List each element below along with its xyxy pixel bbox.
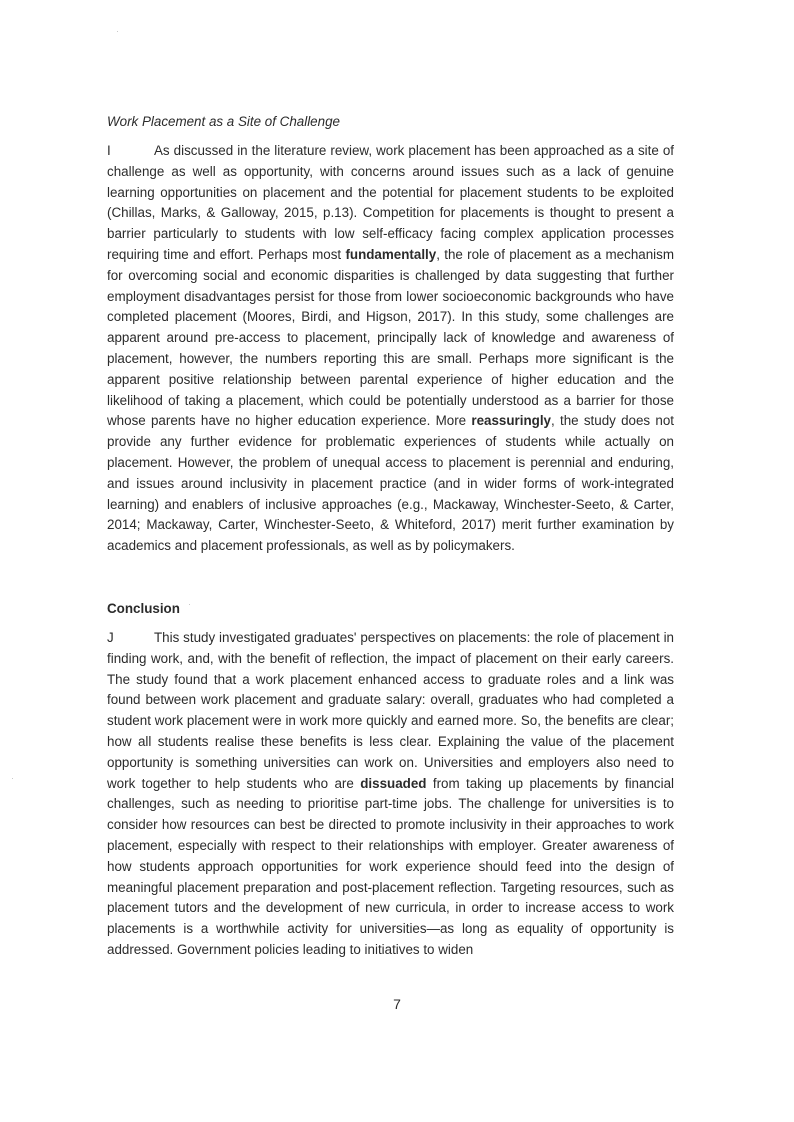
paragraph-text: As discussed in the literature review, work placement has been approached as a site of challenge as well as opportunity, with concerns around issues such as a lack of genuine learning opportunities on placement and the potential for placement students to be exploited (Chillas, Marks, & Galloway, 2015, p.13). Competition for placements is thought to present a barrier particularly to students with low self-efficacy facing complex application processes requiring time and effort. Perhaps most [107, 143, 674, 262]
scan-speck [12, 778, 13, 779]
paragraph-text: , the role of placement as a mechanism for overcoming social and economic disparities is challenged by data suggesting that further employment disadvantages persist for those from lower socioeconomic backgrounds who have completed placement (Moores, Birdi, and Higson, 2017). In this study, some challenges are apparent around pre-access to placement, principally lack of knowledge and awareness of placement, however, the numbers reporting this are small. Perhaps more significant is the apparent positive relationship between parental experience of higher education and the likelihood of taking a placement, which could be potentially understood as a barrier for those whose parents have no higher education experience. More [107, 246, 674, 429]
paragraph-text: from taking up placements by financial challenges, such as needing to prioritise part-time jobs. The challenge for universities is to consider how resources can best be directed to promote inclusivity in their approaches to work placement, especially with respect to their relationships with employer. Greater awareness of how students approach opportunities for work experience should feed into the design of meaningful placement preparation and post-placement reflection. Targeting resources, such as placement tutors and the development of new curricula, in order to increase access to work placements is a worthwhile activity for universities—as long as equality of opportunity is addressed. Government policies leading to initiatives to widen [107, 775, 674, 957]
margin-marker: I [107, 143, 111, 158]
page-number: 7 [393, 996, 401, 1012]
section-heading-challenge: Work Placement as a Site of Challenge [107, 114, 340, 129]
paragraph-text: , the study does not provide any further evidence for problematic experiences of students while actually on placement. However, the problem of unequal access to placement is perennial and enduring, and issues around inclusivity in placement practice (and in wider forms of work-integrated learning) and enablers of inclusive approaches (e.g., Mackaway, Winchester-Seeto, & Carter, 2014; Mackaway, Carter, Winchester-Seeto, & Whiteford, 2017) merit further examination by academics and placement professionals, as well as by policymakers. [107, 413, 674, 554]
bold-term: reassuringly [471, 413, 551, 429]
scan-speck [117, 31, 118, 32]
margin-marker: J [107, 629, 114, 645]
challenge-paragraph [107, 141, 674, 557]
section-heading-conclusion: Conclusion [107, 600, 180, 616]
bold-term: dissuaded [360, 775, 427, 791]
bold-term: fundamentally [345, 246, 437, 262]
body-content [107, 112, 674, 961]
paragraph-text: This study investigated graduates' perspectives on placements: the role of placement in finding work, and, with the benefit of reflection, the impact of placement on their early careers. The study found that a work placement enhanced access to graduate roles and a link was found between work placement and graduate salary: overall, graduates who had completed a student work placement were in work more quickly and earned more. So, the benefits are clear; how all students realise these benefits is less clear. Explaining the value of the placement opportunity is something universities can work on. Universities and employers also need to work together to help students who are [107, 629, 674, 791]
conclusion-paragraph [107, 628, 674, 961]
